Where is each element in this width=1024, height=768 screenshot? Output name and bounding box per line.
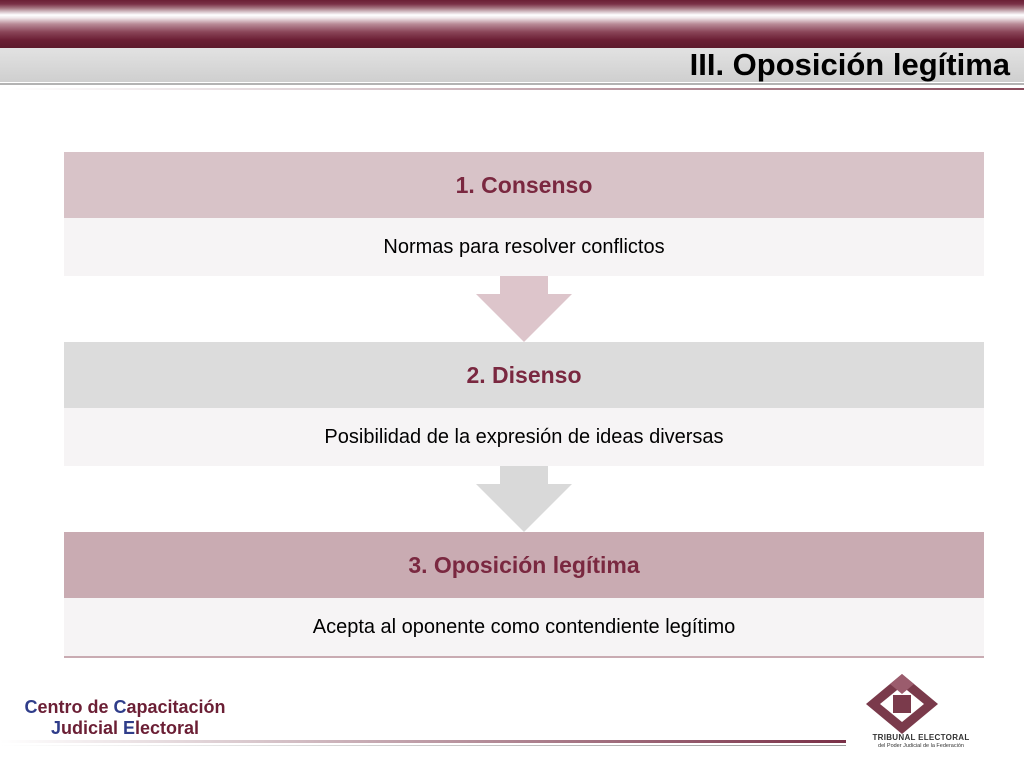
- logo-name: TRIBUNAL ELECTORAL: [872, 733, 970, 742]
- top-decorative-band: [0, 0, 1024, 48]
- logo-subtitle: del Poder Judicial de la Federación: [878, 743, 964, 749]
- footer-organization-name: [10, 697, 240, 739]
- step-1-description: Normas para resolver conflictos: [64, 218, 984, 276]
- step-2-description: Posibilidad de la expresión de ideas diversas: [64, 408, 984, 466]
- down-arrow-icon: [476, 276, 572, 342]
- footer-line-2: Judicial Electoral: [50, 718, 200, 738]
- divider: [0, 83, 1024, 85]
- down-arrow-icon: [476, 466, 572, 532]
- slide-title: III. Oposición legítima: [689, 47, 1010, 82]
- step-1-heading: 1. Consenso: [64, 152, 984, 218]
- step-3-heading: 3. Oposición legítima: [64, 532, 984, 598]
- step-2-heading: 2. Disenso: [64, 342, 984, 408]
- footer-divider: [0, 740, 846, 743]
- footer-line-1: Centro de Capacitación: [24, 697, 226, 717]
- title-bar: [0, 48, 1024, 82]
- divider: [0, 88, 1024, 90]
- footer-divider: [0, 745, 846, 746]
- step-3-description: Acepta al oponente como contendiente legítimo: [64, 598, 984, 658]
- logo-center-square: [893, 695, 911, 713]
